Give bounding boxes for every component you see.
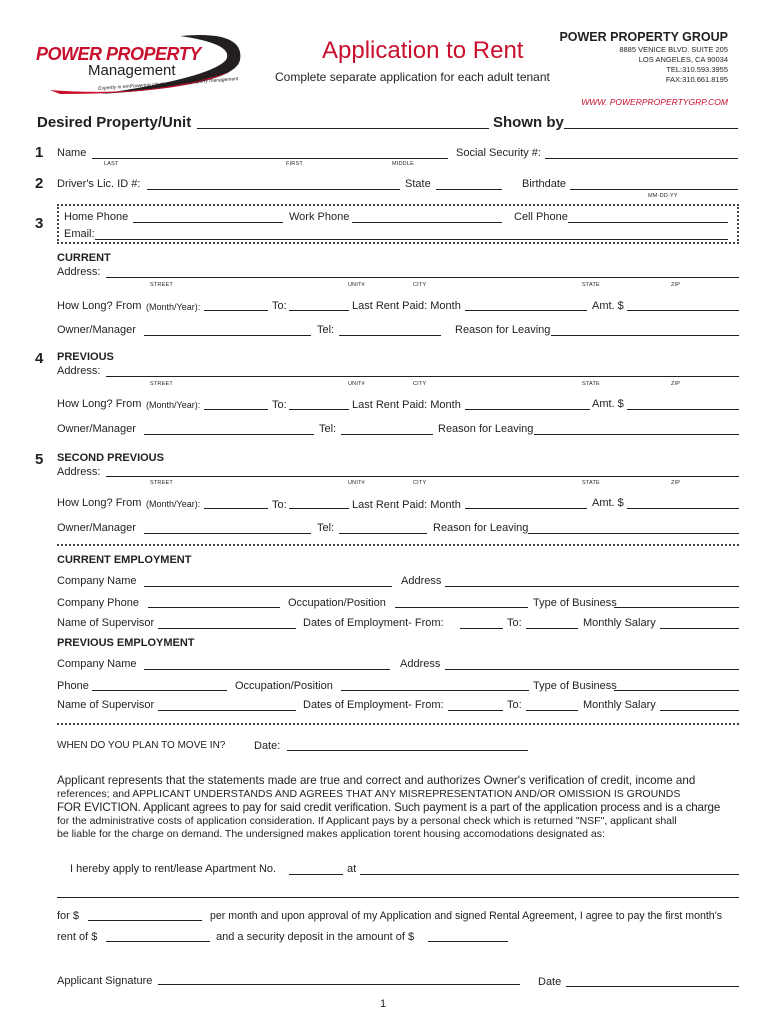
previous-month-year-label: (Month/Year): bbox=[146, 400, 201, 410]
signature-date-label: Date bbox=[538, 976, 562, 988]
company-tel: TEL:310.593.3955 bbox=[666, 65, 728, 74]
previous-state-caption: STATE bbox=[582, 381, 600, 387]
second-previous-title: SECOND PREVIOUS bbox=[57, 452, 164, 464]
second-previous-tel-label: Tel: bbox=[317, 522, 335, 534]
current-dates-from-field[interactable] bbox=[460, 628, 503, 629]
drivers-license-field[interactable] bbox=[147, 189, 400, 190]
signature-date-field[interactable] bbox=[566, 986, 739, 987]
current-from-field[interactable] bbox=[204, 310, 268, 311]
current-owner-label: Owner/Manager bbox=[57, 324, 136, 336]
previous-owner-field[interactable] bbox=[144, 434, 314, 435]
cell-phone-field[interactable] bbox=[568, 222, 728, 223]
current-month-year-label: (Month/Year): bbox=[146, 302, 201, 312]
section-5-number: 5 bbox=[35, 451, 44, 468]
company-fax: FAX:310.661.8195 bbox=[665, 75, 728, 84]
first-caption: FIRST bbox=[286, 161, 303, 167]
home-phone-label: Home Phone bbox=[64, 211, 129, 223]
previous-employment-title: PREVIOUS EMPLOYMENT bbox=[57, 637, 195, 649]
previous-from-field[interactable] bbox=[204, 409, 268, 410]
previous-to-field[interactable] bbox=[289, 409, 349, 410]
logo-power-property: POWER PROPERTY bbox=[36, 44, 201, 64]
previous-dates-to-field[interactable] bbox=[526, 710, 578, 711]
company-website[interactable]: WWW. POWERPROPERTYGRP.COM bbox=[581, 97, 728, 107]
signature-field[interactable] bbox=[158, 984, 520, 985]
previous-company-name-field[interactable] bbox=[144, 669, 390, 670]
second-previous-state-caption: STATE bbox=[582, 480, 600, 486]
company-address1: 8885 VENICE BLVD. SUITE 205 bbox=[619, 45, 728, 54]
current-company-name-label: Company Name bbox=[57, 575, 137, 587]
previous-dates-label: Dates of Employment- From: bbox=[303, 699, 444, 711]
move-in-date-field[interactable] bbox=[287, 750, 528, 751]
apply-at-field[interactable] bbox=[360, 874, 739, 875]
divider-move-in bbox=[57, 723, 739, 725]
work-phone-label: Work Phone bbox=[289, 211, 350, 223]
birthdate-label: Birthdate bbox=[522, 178, 567, 190]
current-occupation-label: Occupation/Position bbox=[288, 597, 386, 609]
second-previous-last-rent-label: Last Rent Paid: Month bbox=[352, 499, 461, 511]
previous-address-label: Address: bbox=[57, 365, 101, 377]
agreement-line-2: references; and APPLICANT UNDERSTANDS AND AGREES THAT ANY MISREPRESENTATION AND/OR OMISSION IS GROUNDS bbox=[57, 788, 681, 800]
company-name: POWER PROPERTY GROUP bbox=[559, 30, 728, 44]
apply-per-month-text: per month and upon approval of my Application and signed Rental Agreement, I agree to pay the first month's bbox=[210, 910, 723, 922]
current-tel-field[interactable] bbox=[339, 335, 441, 336]
current-state-caption: STATE bbox=[582, 282, 600, 288]
apply-deposit-field[interactable] bbox=[428, 941, 508, 942]
second-previous-last-rent-field[interactable] bbox=[465, 508, 587, 509]
apply-deposit-label: and a security deposit in the amount of $ bbox=[216, 931, 415, 943]
apply-apartment-label: I hereby apply to rent/lease Apartment No. bbox=[70, 863, 277, 875]
agreement-line-3: FOR EVICTION. Applicant agrees to pay for said credit verification. Such payment is a part of the application process and is a charge bbox=[57, 801, 721, 814]
previous-title: PREVIOUS bbox=[57, 351, 114, 363]
current-amt-label: Amt. $ bbox=[592, 300, 624, 312]
move-in-date-label: Date: bbox=[254, 740, 281, 752]
second-previous-how-long-label: How Long? From bbox=[57, 497, 142, 509]
previous-tel-field[interactable] bbox=[341, 434, 433, 435]
current-reason-field[interactable] bbox=[551, 335, 739, 336]
second-previous-from-field[interactable] bbox=[204, 508, 268, 509]
previous-address-field[interactable] bbox=[106, 376, 739, 377]
previous-supervisor-field[interactable] bbox=[158, 710, 296, 711]
previous-occupation-field[interactable] bbox=[341, 690, 529, 691]
contact-box-right bbox=[737, 204, 739, 244]
previous-last-rent-label: Last Rent Paid: Month bbox=[352, 399, 461, 411]
section-1-number: 1 bbox=[35, 144, 44, 161]
second-previous-amt-label: Amt. $ bbox=[592, 497, 624, 509]
current-salary-label: Monthly Salary bbox=[583, 617, 656, 629]
current-supervisor-label: Name of Supervisor bbox=[57, 617, 155, 629]
second-previous-reason-field[interactable] bbox=[528, 533, 739, 534]
previous-amt-field[interactable] bbox=[627, 409, 739, 410]
page-number: 1 bbox=[380, 998, 387, 1010]
shown-by-field[interactable] bbox=[564, 128, 738, 129]
company-address2: LOS ANGELES, CA 90034 bbox=[638, 55, 728, 64]
previous-owner-label: Owner/Manager bbox=[57, 423, 136, 435]
current-company-phone-field[interactable] bbox=[148, 607, 280, 608]
name-field[interactable] bbox=[92, 158, 448, 159]
current-owner-field[interactable] bbox=[144, 335, 311, 336]
agreement-line-5: be liable for the charge on demand. The undersigned makes application torent housing accomodations designated as: bbox=[57, 828, 605, 840]
name-label: Name bbox=[57, 147, 87, 159]
previous-zip-caption: ZIP bbox=[671, 381, 681, 387]
ssn-label: Social Security #: bbox=[456, 147, 541, 159]
previous-salary-field[interactable] bbox=[660, 710, 739, 711]
contact-box bbox=[57, 204, 739, 244]
apply-apartment-field[interactable] bbox=[289, 874, 343, 875]
second-previous-to-label: To: bbox=[272, 499, 287, 511]
current-dates-to-field[interactable] bbox=[526, 628, 578, 629]
desired-property-field[interactable] bbox=[197, 128, 489, 129]
page-subtitle: Complete separate application for each adult tenant bbox=[275, 70, 550, 84]
previous-company-name-label: Company Name bbox=[57, 658, 137, 670]
agreement-line-1: Applicant represents that the statements made are true and correct and authorizes Owner's verification of credit, income and bbox=[57, 774, 696, 787]
drivers-license-label: Driver's Lic. ID #: bbox=[57, 178, 141, 190]
section-4-number: 4 bbox=[35, 350, 44, 367]
previous-reason-field[interactable] bbox=[534, 434, 739, 435]
home-phone-field[interactable] bbox=[133, 222, 283, 223]
state-label: State bbox=[405, 178, 431, 190]
section-2-number: 2 bbox=[35, 175, 44, 192]
birthdate-format: MM-DD-YY bbox=[648, 193, 678, 199]
current-type-business-field[interactable] bbox=[614, 607, 739, 608]
previous-type-business-field[interactable] bbox=[614, 690, 739, 691]
apply-address-continue-field[interactable] bbox=[57, 897, 739, 898]
middle-caption: MIDDLE bbox=[392, 161, 414, 167]
logo bbox=[30, 28, 245, 98]
previous-occupation-label: Occupation/Position bbox=[235, 680, 333, 692]
move-in-label: WHEN DO YOU PLAN TO MOVE IN? bbox=[57, 740, 226, 751]
second-previous-owner-field[interactable] bbox=[144, 533, 311, 534]
current-street-caption: STREET bbox=[150, 282, 173, 288]
logo-management: Management bbox=[88, 62, 176, 79]
previous-type-business-label: Type of Business bbox=[533, 680, 617, 692]
second-previous-address-field[interactable] bbox=[106, 476, 739, 477]
apply-first-month-field[interactable] bbox=[106, 941, 210, 942]
second-previous-month-year-label: (Month/Year): bbox=[146, 499, 201, 509]
current-city-caption: CITY bbox=[413, 282, 427, 288]
apply-rent-amount-field[interactable] bbox=[88, 920, 202, 921]
apply-rent-of-label: rent of $ bbox=[57, 931, 98, 943]
current-company-name-field[interactable] bbox=[144, 586, 392, 587]
previous-street-caption: STREET bbox=[150, 381, 173, 387]
current-dates-label: Dates of Employment- From: bbox=[303, 617, 444, 629]
page-title: Application to Rent bbox=[322, 37, 524, 64]
current-salary-field[interactable] bbox=[660, 628, 739, 629]
signature-label: Applicant Signature bbox=[57, 975, 153, 987]
agreement-text bbox=[57, 774, 747, 841]
second-previous-street-caption: STREET bbox=[150, 480, 173, 486]
current-title: CURRENT bbox=[57, 252, 111, 264]
previous-reason-label: Reason for Leaving bbox=[438, 423, 534, 435]
previous-dates-from-field[interactable] bbox=[448, 710, 503, 711]
second-previous-tel-field[interactable] bbox=[339, 533, 427, 534]
second-previous-to-field[interactable] bbox=[289, 508, 349, 509]
current-amt-field[interactable] bbox=[627, 310, 739, 311]
shown-by-label: Shown by bbox=[493, 114, 564, 131]
second-previous-unit-caption: UNIT# bbox=[348, 480, 365, 486]
second-previous-address-label: Address: bbox=[57, 466, 101, 478]
current-how-long-label: How Long? From bbox=[57, 300, 142, 312]
current-dates-to-label: To: bbox=[507, 617, 522, 629]
previous-tel-label: Tel: bbox=[319, 423, 337, 435]
previous-dates-to-label: To: bbox=[507, 699, 522, 711]
current-last-rent-label: Last Rent Paid: Month bbox=[352, 300, 461, 312]
current-supervisor-field[interactable] bbox=[158, 628, 296, 629]
current-to-label: To: bbox=[272, 300, 287, 312]
previous-amt-label: Amt. $ bbox=[592, 398, 624, 410]
second-previous-city-caption: CITY bbox=[413, 480, 427, 486]
birthdate-field[interactable] bbox=[570, 189, 738, 190]
current-to-field[interactable] bbox=[289, 310, 349, 311]
second-previous-owner-label: Owner/Manager bbox=[57, 522, 136, 534]
previous-unit-caption: UNIT# bbox=[348, 381, 365, 387]
company-block bbox=[508, 30, 728, 85]
previous-phone-field[interactable] bbox=[92, 690, 227, 691]
current-employment-title: CURRENT EMPLOYMENT bbox=[57, 554, 192, 566]
current-tel-label: Tel: bbox=[317, 324, 335, 336]
previous-last-rent-field[interactable] bbox=[465, 409, 590, 410]
previous-company-address-label: Address bbox=[400, 658, 441, 670]
current-company-address-field[interactable] bbox=[445, 586, 739, 587]
second-previous-zip-caption: ZIP bbox=[671, 480, 681, 486]
desired-property-label: Desired Property/Unit bbox=[37, 114, 192, 131]
current-address-field[interactable] bbox=[106, 277, 739, 278]
section-3-number: 3 bbox=[35, 215, 44, 232]
apply-for-label: for $ bbox=[57, 910, 80, 922]
previous-phone-label: Phone bbox=[57, 680, 89, 692]
previous-company-address-field[interactable] bbox=[445, 669, 739, 670]
previous-salary-label: Monthly Salary bbox=[583, 699, 656, 711]
previous-city-caption: CITY bbox=[413, 381, 427, 387]
ssn-field[interactable] bbox=[545, 158, 738, 159]
email-label: Email: bbox=[64, 228, 95, 240]
current-last-rent-field[interactable] bbox=[465, 310, 587, 311]
work-phone-field[interactable] bbox=[352, 222, 502, 223]
current-address-label: Address: bbox=[57, 266, 101, 278]
email-field[interactable] bbox=[95, 239, 728, 240]
current-company-address-label: Address bbox=[401, 575, 442, 587]
logo-tagline: Expertly in emPowering client success in property management bbox=[97, 76, 239, 92]
cell-phone-label: Cell Phone bbox=[514, 211, 568, 223]
state-field[interactable] bbox=[436, 189, 502, 190]
contact-box-left bbox=[57, 204, 59, 244]
second-previous-amt-field[interactable] bbox=[627, 508, 739, 509]
current-reason-label: Reason for Leaving bbox=[455, 324, 551, 336]
current-occupation-field[interactable] bbox=[395, 607, 528, 608]
current-zip-caption: ZIP bbox=[671, 282, 681, 288]
second-previous-reason-label: Reason for Leaving bbox=[433, 522, 529, 534]
agreement-line-4: for the administrative costs of application consideration. If Applicant pays by a personal check which is returned "NSF", applicant shall bbox=[57, 815, 677, 827]
current-type-business-label: Type of Business bbox=[533, 597, 617, 609]
current-unit-caption: UNIT# bbox=[348, 282, 365, 288]
current-company-phone-label: Company Phone bbox=[57, 597, 139, 609]
previous-to-label: To: bbox=[272, 399, 287, 411]
previous-supervisor-label: Name of Supervisor bbox=[57, 699, 155, 711]
divider-employment bbox=[57, 544, 739, 546]
previous-how-long-label: How Long? From bbox=[57, 398, 142, 410]
last-caption: LAST bbox=[104, 161, 119, 167]
apply-at-label: at bbox=[347, 863, 357, 875]
